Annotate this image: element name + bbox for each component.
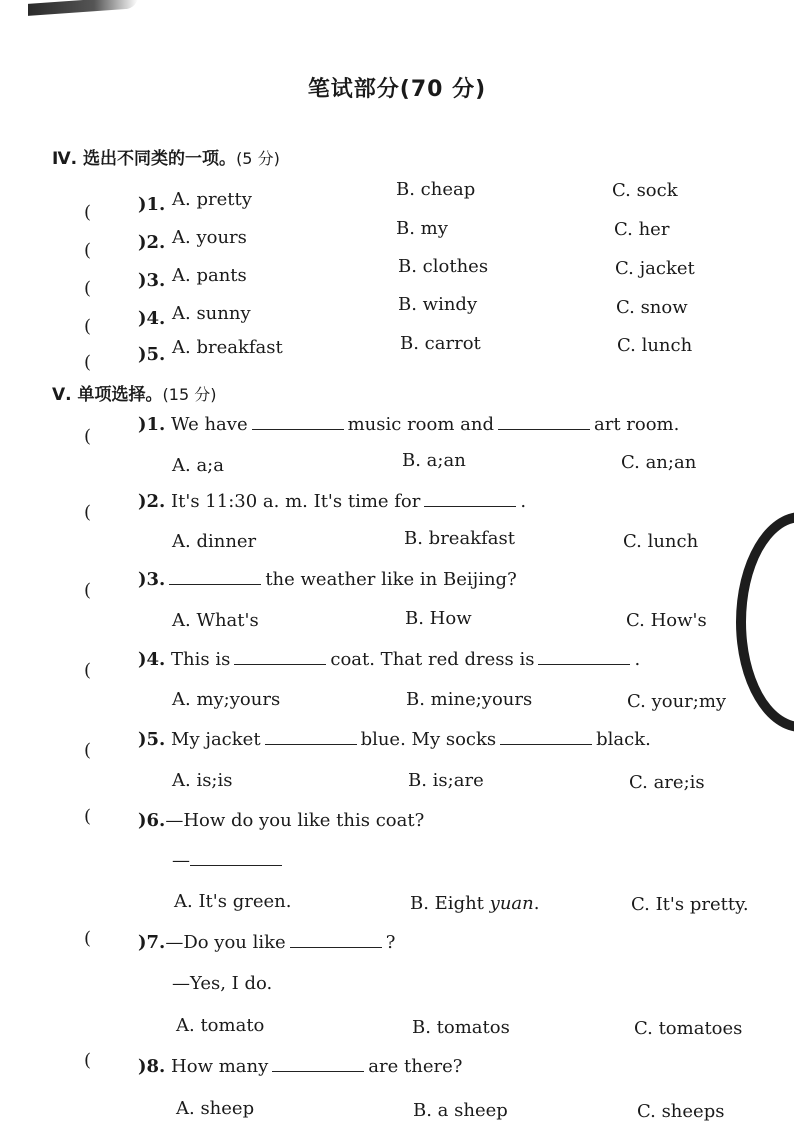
section-4-heading: Ⅳ. 选出不同类的一项。(5 分) <box>52 149 280 169</box>
answer-bracket[interactable]: ( <box>84 806 92 827</box>
scan-edge-mark <box>28 0 138 16</box>
option-b: B. a sheep <box>413 1100 508 1121</box>
answer-blank[interactable] <box>538 650 630 665</box>
option-a: A. pants <box>172 265 247 286</box>
option-c: C. an;an <box>621 452 697 473</box>
option-c: C. It's pretty. <box>631 894 749 915</box>
option-c: C. your;my <box>627 691 727 712</box>
answer-blank[interactable] <box>252 415 344 430</box>
option-b: B. Eight yuan. <box>410 893 540 914</box>
option-a: A. yours <box>172 227 247 248</box>
option-b: B. tomatos <box>412 1017 510 1038</box>
option-a: A. What's <box>172 610 259 631</box>
option-b: B. breakfast <box>404 528 515 549</box>
option-b: B. cheap <box>396 179 476 200</box>
option-c: C. are;is <box>629 772 705 793</box>
answer-bracket[interactable]: ( <box>84 660 92 681</box>
option-b: B. carrot <box>400 333 481 354</box>
answer-blank[interactable] <box>234 650 326 665</box>
option-b: B. How <box>405 608 472 629</box>
option-b: B. my <box>396 218 448 239</box>
answer-bracket[interactable]: ( <box>84 1050 92 1071</box>
option-a: A. pretty <box>172 189 252 210</box>
answer-blank[interactable] <box>169 570 261 585</box>
option-a: A. my;yours <box>172 689 281 710</box>
answer-bracket[interactable]: ( <box>84 240 92 261</box>
option-a: A. sheep <box>176 1098 255 1119</box>
option-c: C. sock <box>612 180 678 201</box>
answer-bracket[interactable]: ( <box>84 202 92 223</box>
answer-bracket[interactable]: ( <box>84 278 92 299</box>
option-c: C. her <box>614 219 670 240</box>
answer-bracket[interactable]: ( <box>84 316 92 337</box>
answer-bracket[interactable]: ( <box>84 426 92 447</box>
option-b: B. a;an <box>402 450 466 471</box>
option-a: A. It's green. <box>174 891 292 912</box>
option-b: B. is;are <box>408 770 484 791</box>
answer-bracket[interactable]: ( <box>84 352 92 373</box>
option-c: C. How's <box>626 610 707 631</box>
option-c: C. tomatoes <box>634 1018 743 1039</box>
answer-blank[interactable] <box>265 730 357 745</box>
option-a: A. a;a <box>172 455 224 476</box>
option-b: B. windy <box>398 294 478 315</box>
option-a: A. breakfast <box>172 337 283 358</box>
answer-blank[interactable] <box>498 415 590 430</box>
page-title: 笔试部分(70 分) <box>307 77 487 102</box>
option-b: B. mine;yours <box>406 689 533 710</box>
answer-bracket[interactable]: ( <box>84 580 92 601</box>
option-c: C. lunch <box>617 335 693 356</box>
option-c: C. snow <box>616 297 688 318</box>
answer-blank[interactable] <box>190 851 282 866</box>
seal-stamp-fragment <box>736 512 794 732</box>
answer-blank[interactable] <box>290 933 382 948</box>
option-c: C. sheeps <box>637 1101 725 1122</box>
option-b: B. clothes <box>398 256 489 277</box>
section-5-heading: Ⅴ. 单项选择。(15 分) <box>52 385 217 405</box>
option-c: C. lunch <box>623 531 699 552</box>
option-a: A. sunny <box>172 303 251 324</box>
answer-bracket[interactable]: ( <box>84 740 92 761</box>
answer-bracket[interactable]: ( <box>84 502 92 523</box>
answer-bracket[interactable]: ( <box>84 928 92 949</box>
answer-blank[interactable] <box>272 1057 364 1072</box>
option-a: A. tomato <box>176 1015 265 1036</box>
answer-blank[interactable] <box>500 730 592 745</box>
option-a: A. is;is <box>172 770 233 791</box>
option-c: C. jacket <box>615 258 695 279</box>
option-a: A. dinner <box>172 531 257 552</box>
answer-blank[interactable] <box>424 492 516 507</box>
